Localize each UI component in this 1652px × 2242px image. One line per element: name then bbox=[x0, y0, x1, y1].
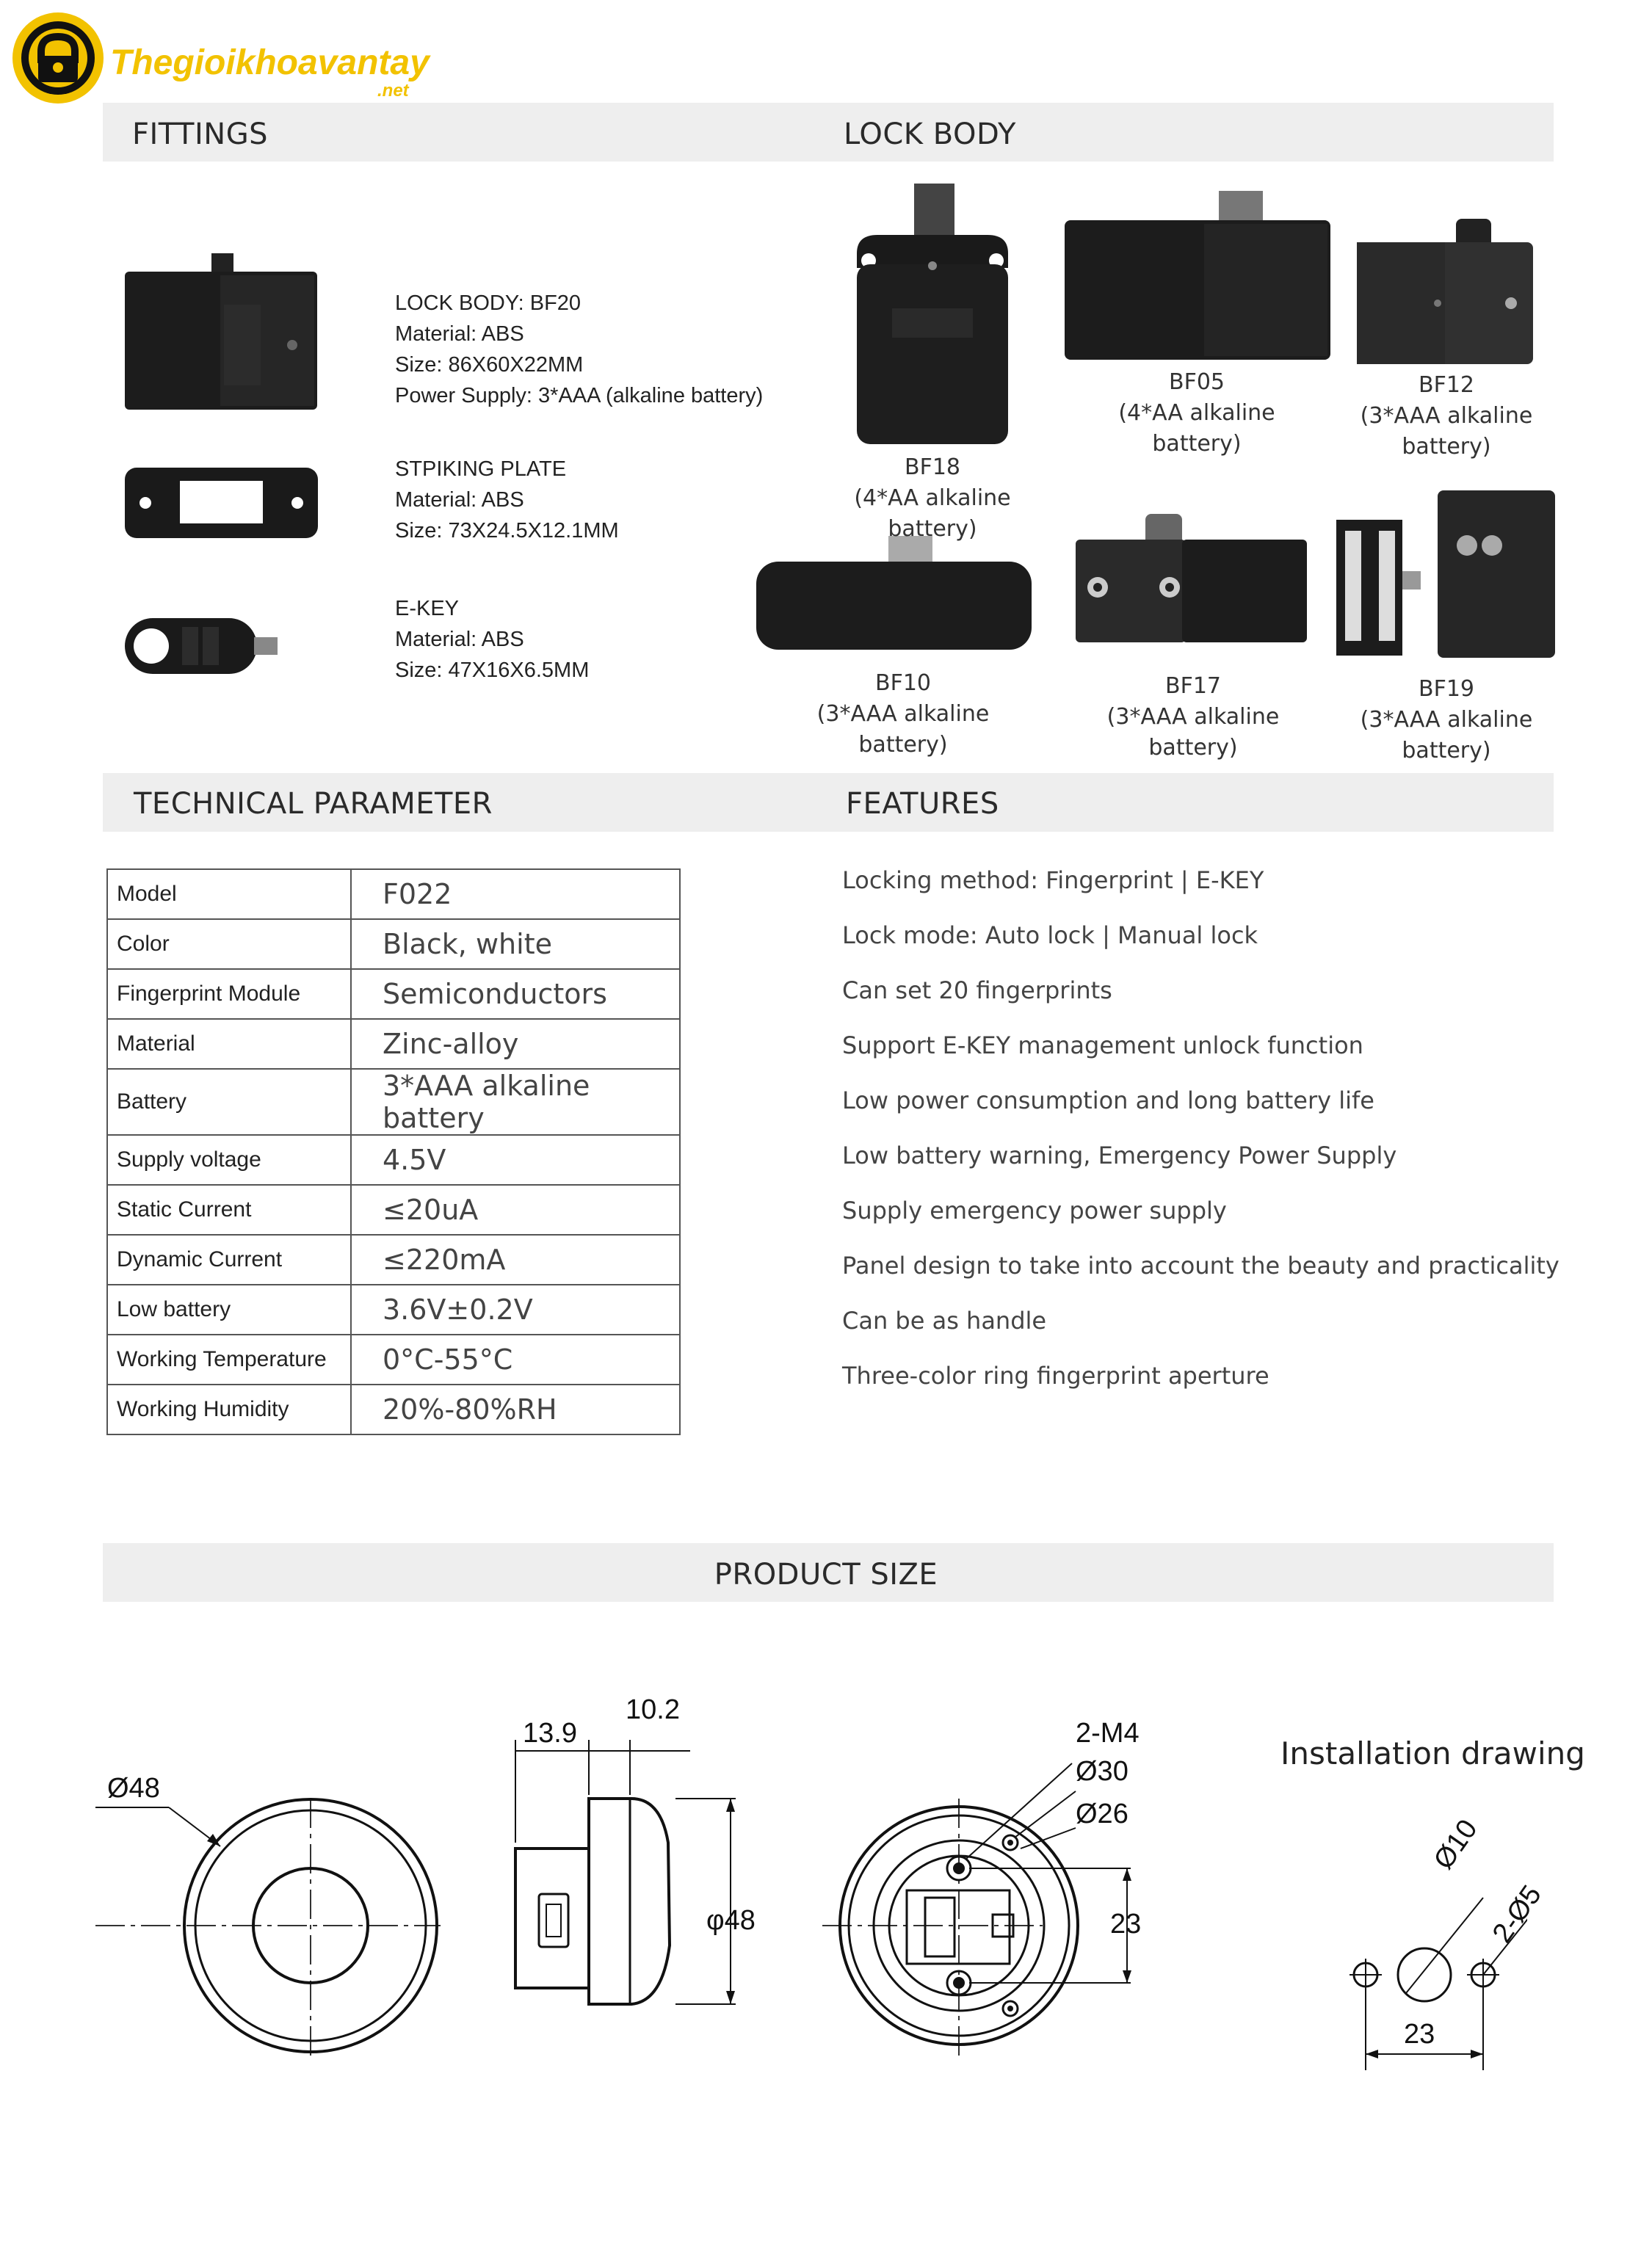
caption-bf12 bbox=[1322, 370, 1571, 462]
bf10-image bbox=[756, 536, 1035, 653]
table-row bbox=[107, 1335, 680, 1385]
param-key: Dynamic Current bbox=[107, 1235, 351, 1285]
table-row bbox=[107, 1235, 680, 1285]
battery-label: (3*AAA alkaline battery) bbox=[1360, 707, 1533, 763]
install-title: Installation drawing bbox=[1280, 1735, 1585, 1771]
lock-body-title: LOCK BODY bbox=[844, 117, 1016, 151]
bf19-image bbox=[1336, 490, 1557, 659]
param-value: Black, white bbox=[351, 919, 680, 969]
feature-item: Low power consumption and long battery life bbox=[842, 1086, 1374, 1114]
param-value: 3*AAA alkaline battery bbox=[351, 1069, 680, 1135]
caption-bf05 bbox=[1072, 367, 1322, 460]
model-label: BF05 bbox=[1168, 369, 1225, 395]
feature-item: Can be as handle bbox=[842, 1307, 1047, 1335]
param-key: Supply voltage bbox=[107, 1135, 351, 1185]
param-key: Color bbox=[107, 919, 351, 969]
table-row bbox=[107, 1135, 680, 1185]
bf12-image bbox=[1357, 219, 1537, 366]
fitting-ekey-text bbox=[395, 593, 589, 686]
feature-item: Low battery warning, Emergency Power Supply bbox=[842, 1142, 1397, 1169]
bf05-image bbox=[1065, 191, 1333, 363]
battery-label: (3*AAA alkaline battery) bbox=[816, 701, 990, 758]
caption-bf10 bbox=[778, 668, 1028, 761]
caption-bf19 bbox=[1322, 674, 1571, 766]
model-label: BF10 bbox=[874, 670, 931, 696]
param-key: Static Current bbox=[107, 1185, 351, 1235]
table-row bbox=[107, 869, 680, 919]
fitting-line: Material: ABS bbox=[395, 628, 524, 651]
table-row bbox=[107, 1385, 680, 1434]
fitting-plate-text bbox=[395, 454, 619, 546]
param-key: Working Temperature bbox=[107, 1335, 351, 1385]
table-row bbox=[107, 1185, 680, 1235]
striking-plate-image bbox=[125, 466, 319, 540]
side-depth-label: 13.9 bbox=[523, 1718, 577, 1749]
feature-item: Lock mode: Auto lock | Manual lock bbox=[842, 921, 1258, 949]
caption-bf18 bbox=[808, 452, 1057, 545]
table-row bbox=[107, 1069, 680, 1135]
param-key: Material bbox=[107, 1019, 351, 1069]
caption-bf17 bbox=[1068, 671, 1318, 763]
battery-label: (3*AAA alkaline battery) bbox=[1106, 704, 1280, 761]
fitting-line: Material: ABS bbox=[395, 488, 524, 512]
technical-title: TECHNICAL PARAMETER bbox=[134, 787, 493, 821]
bf18-image bbox=[848, 184, 1017, 444]
fitting-line: Size: 86X60X22MM bbox=[395, 353, 584, 377]
ekey-image bbox=[125, 617, 286, 675]
table-row bbox=[107, 1285, 680, 1335]
side-diameter-label: φ48 bbox=[706, 1905, 756, 1936]
table-row bbox=[107, 969, 680, 1019]
param-key: Fingerprint Module bbox=[107, 969, 351, 1019]
bf20-lock-image bbox=[125, 253, 319, 411]
features-title: FEATURES bbox=[846, 787, 999, 821]
rear-screw-label: 2-M4 bbox=[1076, 1718, 1140, 1749]
rear-d26-label: Ø26 bbox=[1076, 1799, 1128, 1829]
param-value: 4.5V bbox=[351, 1135, 680, 1185]
feature-item: Panel design to take into account the beauty and practicality bbox=[842, 1252, 1559, 1280]
param-value: 3.6V±0.2V bbox=[351, 1285, 680, 1335]
model-label: BF12 bbox=[1418, 372, 1474, 398]
fitting-line: E-KEY bbox=[395, 597, 460, 620]
battery-label: (3*AAA alkaline battery) bbox=[1360, 403, 1533, 460]
feature-item: Three-color ring fingerprint aperture bbox=[842, 1362, 1269, 1390]
param-value: F022 bbox=[351, 869, 680, 919]
model-label: BF18 bbox=[904, 454, 960, 480]
param-value: Semiconductors bbox=[351, 969, 680, 1019]
param-key: Model bbox=[107, 869, 351, 919]
rear-d30-label: Ø30 bbox=[1076, 1756, 1128, 1787]
param-value: 20%-80%RH bbox=[351, 1385, 680, 1434]
fitting-line: Power Supply: 3*AAA (alkaline battery) bbox=[395, 384, 764, 407]
param-key: Battery bbox=[107, 1069, 351, 1135]
product-size-title: PRODUCT SIZE bbox=[714, 1558, 938, 1592]
bf17-image bbox=[1076, 514, 1311, 646]
param-key: Low battery bbox=[107, 1285, 351, 1335]
install-d5-label: 2-Ø5 bbox=[1487, 1879, 1548, 1949]
fitting-line: Material: ABS bbox=[395, 322, 524, 346]
install-width-label: 23 bbox=[1404, 2019, 1435, 2050]
fittings-title: FITTINGS bbox=[132, 117, 269, 151]
fitting-line: Size: 73X24.5X12.1MM bbox=[395, 519, 619, 543]
model-label: BF17 bbox=[1164, 673, 1221, 699]
front-view-drawing bbox=[95, 1762, 455, 2100]
param-key: Working Humidity bbox=[107, 1385, 351, 1434]
fitting-lock-body-text bbox=[395, 288, 763, 411]
fitting-line: STPIKING PLATE bbox=[395, 457, 567, 481]
front-diameter-label: Ø48 bbox=[107, 1773, 160, 1804]
model-label: BF19 bbox=[1418, 676, 1474, 702]
param-value: 0°C-55°C bbox=[351, 1335, 680, 1385]
logo-lock-icon bbox=[10, 10, 106, 106]
rear-height-label: 23 bbox=[1110, 1909, 1142, 1940]
param-value: Zinc-alloy bbox=[351, 1019, 680, 1069]
install-d10-label: Ø10 bbox=[1428, 1814, 1484, 1876]
technical-table bbox=[106, 868, 681, 1435]
feature-item: Locking method: Fingerprint | E-KEY bbox=[842, 866, 1264, 894]
logo bbox=[10, 10, 451, 106]
battery-label: (4*AA alkaline battery) bbox=[1118, 400, 1275, 457]
fitting-line: Size: 47X16X6.5MM bbox=[395, 659, 590, 682]
param-value: ≤220mA bbox=[351, 1235, 680, 1285]
logo-suffix: .net bbox=[377, 81, 409, 101]
feature-item: Can set 20 fingerprints bbox=[842, 976, 1112, 1004]
feature-item: Supply emergency power supply bbox=[842, 1197, 1227, 1225]
param-value: ≤20uA bbox=[351, 1185, 680, 1235]
side-rim-label: 10.2 bbox=[626, 1694, 680, 1725]
logo-name: Thegioikhoavantay bbox=[110, 43, 430, 82]
feature-item: Support E-KEY management unlock function bbox=[842, 1031, 1363, 1059]
fitting-line: LOCK BODY: BF20 bbox=[395, 291, 582, 315]
table-row bbox=[107, 919, 680, 969]
fittings-bar bbox=[103, 103, 1554, 162]
table-row bbox=[107, 1019, 680, 1069]
battery-label: (4*AA alkaline battery) bbox=[854, 485, 1011, 542]
